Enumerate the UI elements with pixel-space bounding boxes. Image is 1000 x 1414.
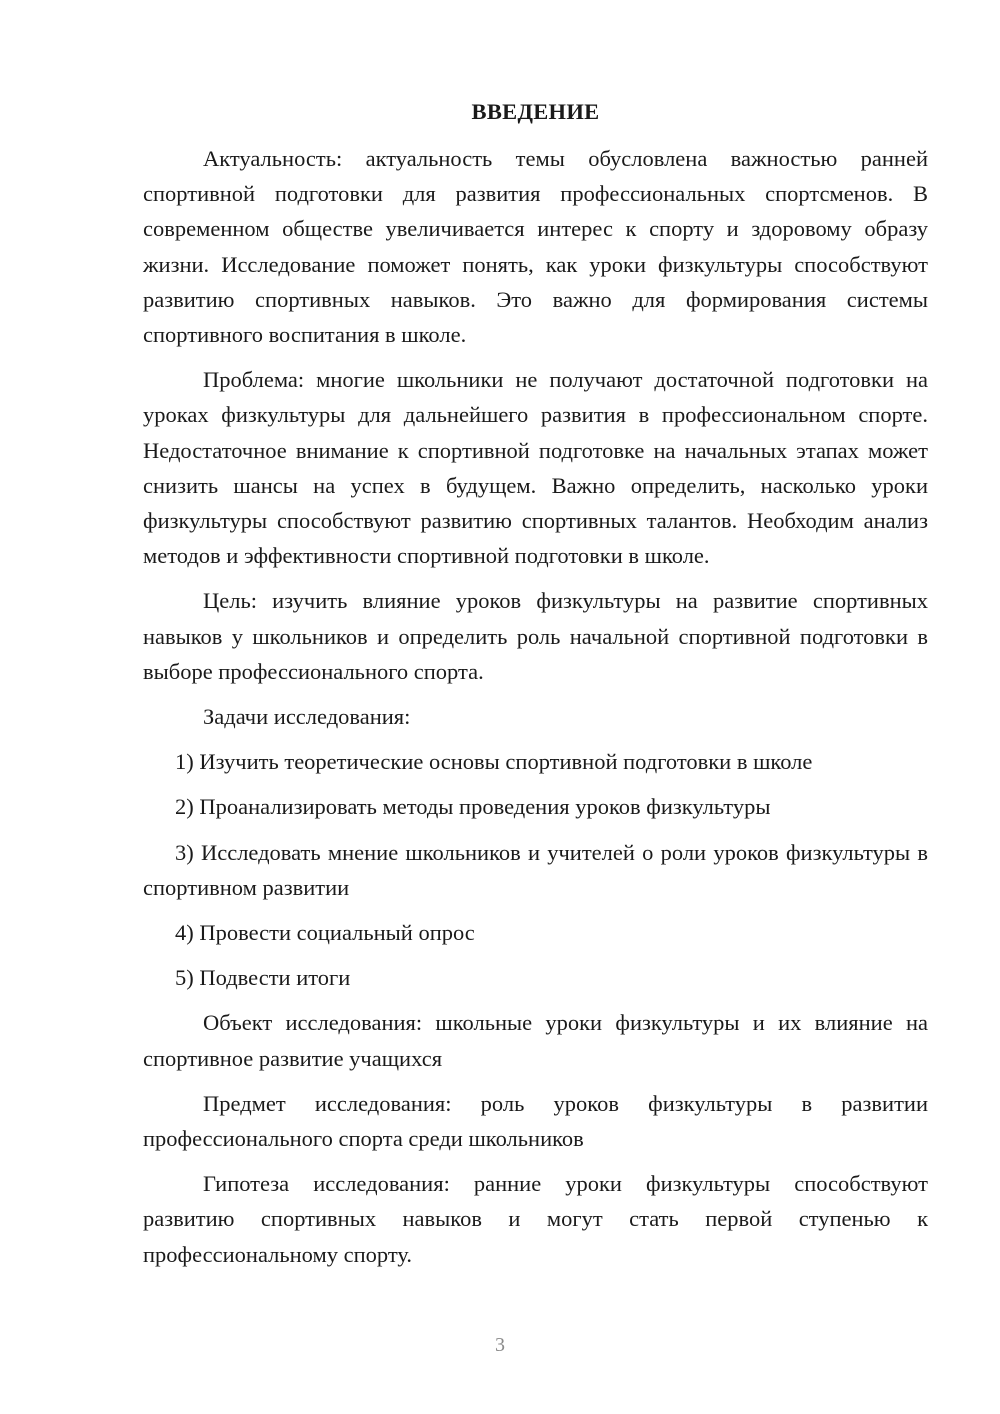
hypothesis-paragraph: Гипотеза исследования: ранние уроки физкультуры способствуют развитию спортивных навыков и могут стать первой ступенью к профессиональному спорту. (143, 1171, 928, 1267)
relevance-paragraph: Актуальность: актуальность темы обусловлена важностью ранней спортивной подготовки для развития профессиональных спортсменов. В современном обществе увеличивается интерес к спорту и здоровому образу жизни. Исследование поможет понять, как уроки физкультуры способствуют развитию спортивных навыков. Это важно для формирования системы спортивного воспитания в школе. (143, 146, 928, 348)
task-item-5: 5) Подвести итоги (175, 965, 351, 991)
goal-paragraph: Цель: изучить влияние уроков физкультуры на развитие спортивных навыков у школьников и определить роль начальной спортивной подготовки в выборе профессионального спорта. (143, 588, 928, 684)
task-item-2: 2) Проанализировать методы проведения уроков физкультуры (175, 794, 771, 820)
task-item-4: 4) Провести социальный опрос (175, 920, 475, 946)
page-content (143, 96, 928, 1282)
page-number: 3 (495, 1334, 505, 1356)
problem-paragraph: Проблема: многие школьники не получают достаточной подготовки на уроках физкультуры для дальнейшего развития в профессиональном спорте. Недостаточное внимание к спортивной подготовке на начальных этапах может снизить шансы на успех в будущем. Важно определить, насколько уроки физкультуры способствуют развитию спортивных талантов. Необходим анализ методов и эффективности спортивной подготовки в школе. (143, 367, 928, 569)
task-item-1: 1) Изучить теоретические основы спортивной подготовки в школе (175, 749, 813, 775)
subject-paragraph: Предмет исследования: роль уроков физкультуры в развитии профессионального спорта среди школьников (143, 1090, 928, 1152)
tasks-heading: Задачи исследования: (203, 704, 411, 730)
object-paragraph: Объект исследования: школьные уроки физкультуры и их влияние на спортивное развитие учащихся (143, 1010, 928, 1071)
page-title: ВВЕДЕНИЕ (471, 99, 600, 124)
task-item-3: 3) Исследовать мнение школьников и учителей о роли уроков физкультуры в спортивном развитии (143, 839, 928, 900)
